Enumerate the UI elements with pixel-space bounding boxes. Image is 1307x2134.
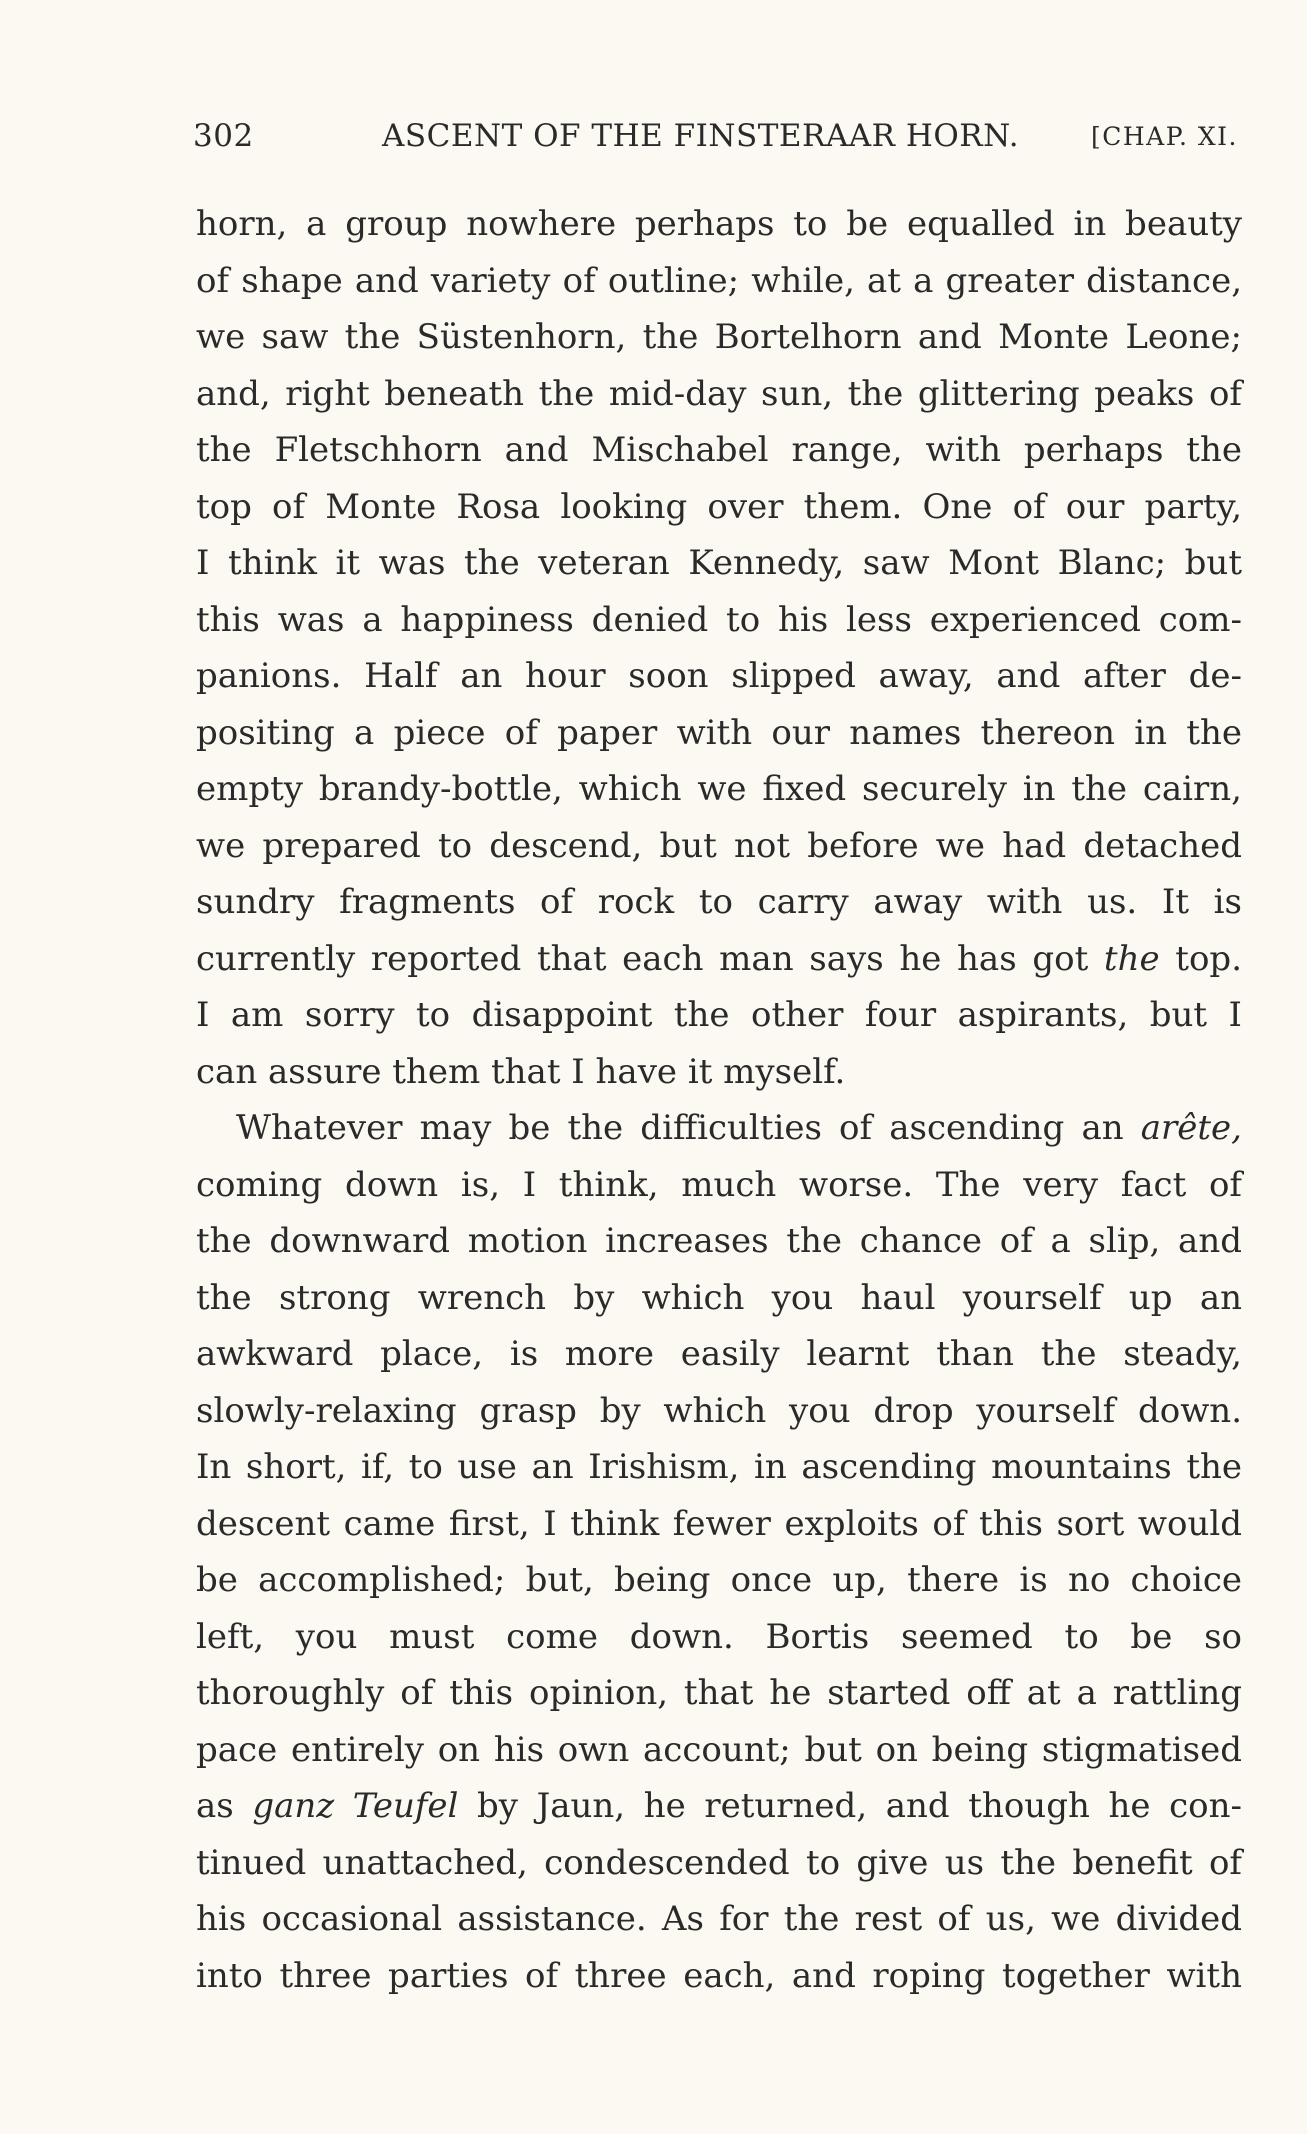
text-line: slowly-relaxing grasp by which you drop yourself down.: [196, 1390, 1242, 1431]
italic-text: arête,: [1140, 1108, 1242, 1148]
running-header: [193, 118, 1243, 162]
text-line: thoroughly of this opinion, that he started off at a rattling: [196, 1673, 1242, 1713]
text-line: [196, 1100, 1242, 1157]
text-line: In short, if, to use an Irishism, in ascending mountains the: [196, 1447, 1242, 1487]
chapter-marker: [CHAP. XI.: [1091, 122, 1239, 151]
text-line: panions. Half an hour soon slipped away, and after de-: [196, 656, 1242, 696]
text-line: into three parties of three each, and roping together with: [196, 1955, 1242, 1996]
text-line: the downward motion increases the chance of a slip, and: [196, 1221, 1242, 1261]
text-run: top.: [1159, 938, 1242, 979]
text-line: top of Monte Rosa looking over them. One of our party,: [196, 486, 1242, 527]
text-line: positing a piece of paper with our names thereon in the: [196, 712, 1242, 753]
text-line: left, you must come down. Bortis seemed to be so: [196, 1616, 1242, 1657]
page-number: 302: [193, 118, 254, 154]
text-run: currently reported that each man says he has got: [196, 938, 1104, 979]
text-line: horn, a group nowhere perhaps to be equalled in beauty: [196, 204, 1242, 244]
text-line: pace entirely on his own account; but on being stigmatised: [196, 1729, 1242, 1770]
text-line: we saw the Süstenhorn, the Bortelhorn and Monte Leone;: [196, 317, 1242, 357]
running-title: ASCENT OF THE FINSTERAAR HORN.: [382, 118, 1020, 154]
text-line: we prepared to descend, but not before we had detached: [196, 825, 1242, 866]
text-line: the strong wrench by which you haul yourself up an: [196, 1277, 1242, 1318]
text-run: as: [196, 1786, 253, 1826]
body-text: [196, 196, 1242, 2004]
text-run: Whatever may be the difficulties of ascending an: [236, 1108, 1141, 1148]
text-run: by Jaun, he returned, and though he con-: [458, 1786, 1242, 1826]
text-line: coming down is, I think, much worse. The very fact of: [196, 1164, 1242, 1205]
text-line: and, right beneath the mid-day sun, the glittering peaks of: [196, 373, 1242, 414]
text-line: can assure them that I have it myself.: [196, 1051, 846, 1092]
text-line: awkward place, is more easily learnt than the steady,: [196, 1334, 1242, 1374]
text-line: be accomplished; but, being once up, there is no choice: [196, 1560, 1242, 1600]
text-line: sundry fragments of rock to carry away with us. It is: [196, 882, 1242, 922]
text-line: I am sorry to disappoint the other four aspirants, but I: [196, 995, 1242, 1035]
italic-text: the: [1103, 938, 1160, 979]
text-line: [196, 1778, 1242, 1835]
italic-text: ganz Teufel: [252, 1786, 459, 1826]
text-line: tinued unattached, condescended to give us the benefit of: [196, 1842, 1242, 1883]
text-line: this was a happiness denied to his less experienced com-: [196, 599, 1242, 640]
text-line: descent came first, I think fewer exploits of this sort would: [196, 1503, 1242, 1544]
text-line: [196, 931, 1242, 988]
text-line: empty brandy-bottle, which we fixed securely in the cairn,: [196, 769, 1242, 809]
text-line: the Fletschhorn and Mischabel range, with perhaps the: [196, 430, 1242, 470]
text-line: his occasional assistance. As for the rest of us, we divided: [196, 1899, 1242, 1939]
text-line: I think it was the veteran Kennedy, saw Mont Blanc; but: [196, 543, 1242, 583]
text-line: of shape and variety of outline; while, at a greater distance,: [196, 260, 1242, 301]
